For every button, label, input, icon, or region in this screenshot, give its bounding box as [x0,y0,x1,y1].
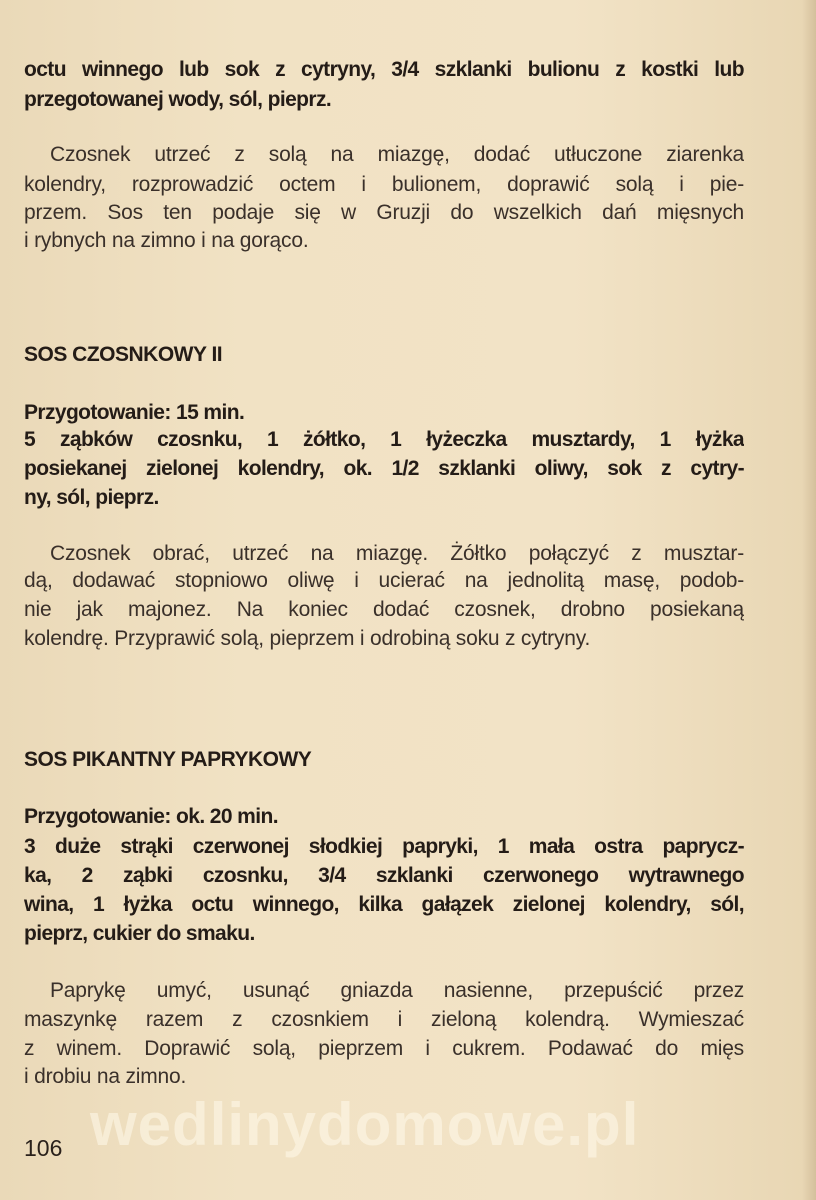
recipe-ingredients-line: ny, sól, pieprz. [24,486,159,509]
intro-method-line: i rybnych na zimno i na gorąco. [24,229,309,252]
recipe-method-line: nie jak majonez. Na koniec dodać czosnek, drobno posiekaną [24,598,744,621]
recipe-title: SOS CZOSNKOWY II [24,343,223,366]
recipe-ingredients-line: posiekanej zielonej kolendry, ok. 1/2 szklanki oliwy, sok z cytry- [24,457,744,480]
recipe-ingredients-line: 5 ząbków czosnku, 1 żółtko, 1 łyżeczka musztardy, 1 łyżka [24,428,744,451]
recipe-method-line: kolendrę. Przyprawić solą, pieprzem i odrobiną soku z cytryny. [24,627,591,650]
recipe-prep-time: Przygotowanie: 15 min. [24,401,245,424]
intro-ingredients-line: octu winnego lub sok z cytryny, 3/4 szklanki bulionu z kostki lub [24,58,744,81]
recipe-method-line: dą, dodawać stopniowo oliwę i ucierać na jednolitą masę, podob- [24,569,744,592]
recipe-prep-time: Przygotowanie: ok. 20 min. [24,805,278,828]
recipe-ingredients-line: pieprz, cukier do smaku. [24,922,255,945]
recipe-method-line: Paprykę umyć, usunąć gniazda nasienne, przepuścić przez [50,979,744,1002]
page-edge-shadow [802,0,816,1200]
recipe-ingredients-line: wina, 1 łyżka octu winnego, kilka gałązek zielonej kolendry, sól, [24,893,744,916]
intro-method-line: przem. Sos ten podaje się w Gruzji do wszelkich dań mięsnych [24,201,744,224]
recipe-title: SOS PIKANTNY PAPRYKOWY [24,748,312,771]
watermark: wedlinydomowe.pl [90,1091,640,1158]
recipe-ingredients-line: 3 duże strąki czerwonej słodkiej papryki, 1 mała ostra paprycz- [24,835,744,858]
intro-method-line: Czosnek utrzeć z solą na miazgę, dodać utłuczone ziarenka [50,143,744,166]
recipe-ingredients-line: ka, 2 ząbki czosnku, 3/4 szklanki czerwonego wytrawnego [24,864,744,887]
recipe-method-line: i drobiu na zimno. [24,1065,187,1088]
recipe-method-line: z winem. Doprawić solą, pieprzem i cukrem. Podawać do mięs [24,1037,744,1060]
intro-method-line: kolendry, rozprowadzić octem i bulionem, doprawić solą i pie- [24,173,744,196]
recipe-method-line: maszynkę razem z czosnkiem i zieloną kolendrą. Wymieszać [24,1008,744,1031]
page-number: 106 [24,1135,63,1161]
intro-ingredients-line: przegotowanej wody, sól, pieprz. [24,88,332,111]
recipe-method-line: Czosnek obrać, utrzeć na miazgę. Żółtko połączyć z musztar- [50,542,744,565]
